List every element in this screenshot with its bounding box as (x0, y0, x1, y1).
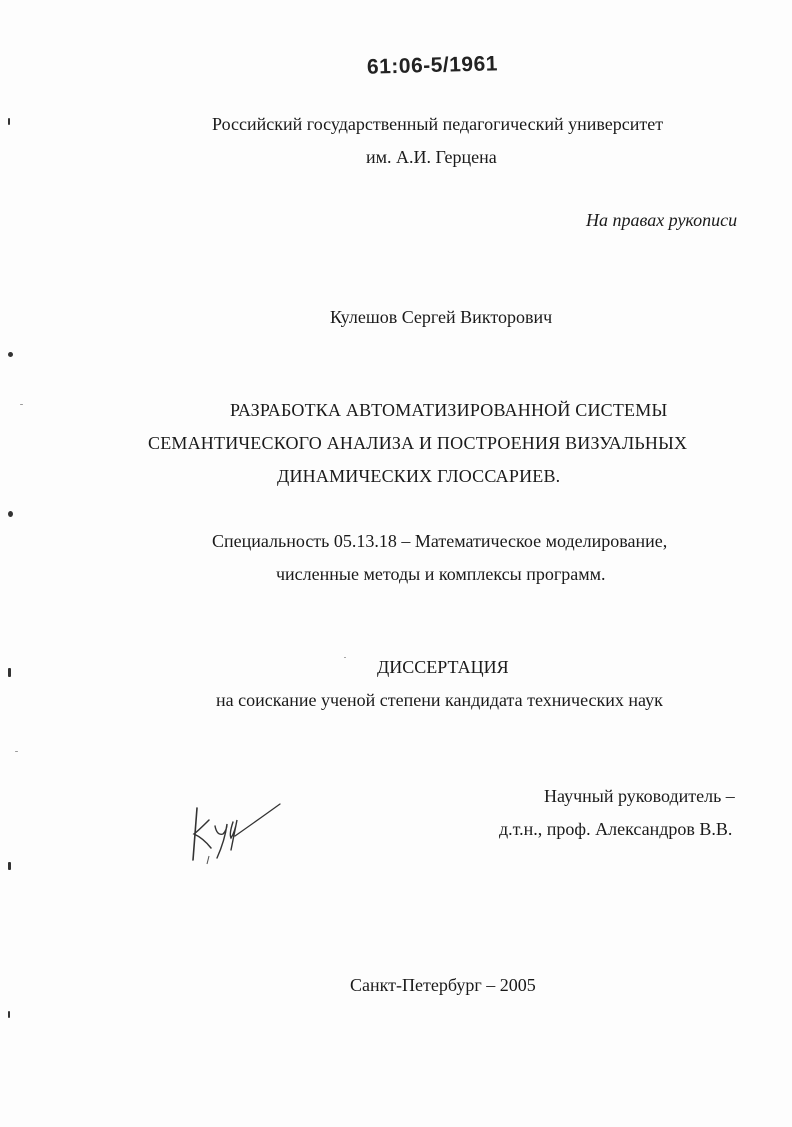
scan-speck (8, 668, 11, 677)
archive-stamp: 61:06-5/1961 (366, 52, 499, 79)
specialty-line-2: численные методы и комплексы программ. (276, 564, 606, 584)
scan-speck (8, 118, 10, 125)
degree-line: на соискание ученой степени кандидата технических наук (216, 690, 663, 710)
dissertation-label: ДИССЕРТАЦИЯ (377, 657, 509, 677)
scan-speck (8, 862, 11, 870)
specialty-line-1: Специальность 05.13.18 – Математическое моделирование, (212, 531, 668, 551)
scan-speck (15, 751, 18, 752)
title-line-3: ДИНАМИЧЕСКИХ ГЛОССАРИЕВ. (277, 466, 561, 486)
scan-speck (344, 657, 346, 658)
title-line-2: СЕМАНТИЧЕСКОГО АНАЛИЗА И ПОСТРОЕНИЯ ВИЗУАЛЬНЫХ (148, 433, 688, 453)
scan-speck (8, 1011, 10, 1018)
manuscript-rights: На правах рукописи (586, 210, 738, 230)
author-name: Кулешов Сергей Викторович (330, 307, 553, 327)
title-line-1: РАЗРАБОТКА АВТОМАТИЗИРОВАННОЙ СИСТЕМЫ (230, 400, 668, 420)
supervisor-name: д.т.н., проф. Александров В.В. (499, 819, 733, 839)
author-signature (185, 800, 285, 870)
supervisor-label: Научный руководитель – (544, 786, 735, 806)
university-line-2: им. А.И. Герцена (366, 147, 497, 167)
scan-speck (8, 511, 13, 517)
university-line-1: Российский государственный педагогический университет (212, 114, 664, 134)
scan-speck (20, 404, 23, 405)
scan-speck (8, 352, 13, 357)
city-year: Санкт-Петербург – 2005 (350, 975, 536, 995)
